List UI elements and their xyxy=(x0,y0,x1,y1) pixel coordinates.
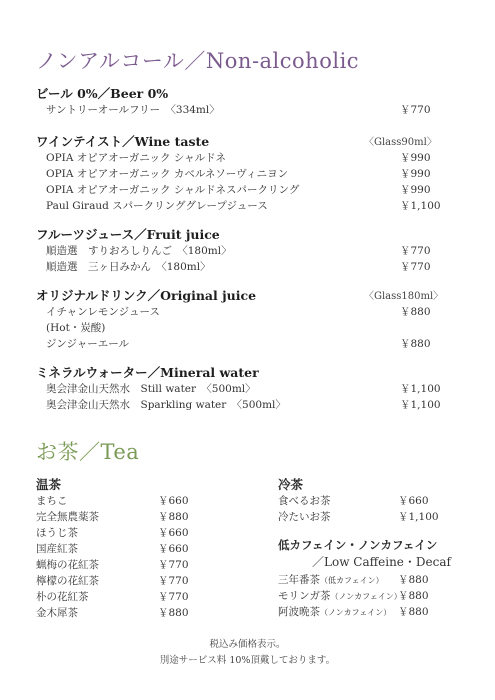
lowcaf-subheading: ／Low Caffeine・Decaf xyxy=(312,555,451,569)
wine-glass-note: 〈Glass90ml〉 xyxy=(364,137,437,148)
tea-item-price: ￥770 xyxy=(158,591,189,603)
section-title-nonalcoholic: ノンアルコール／Non-alcoholic xyxy=(36,49,360,73)
tea-item-price: ￥660 xyxy=(158,495,189,507)
menu-item-name: ジンジャーエール xyxy=(46,338,130,350)
lowcaf-heading: 低カフェイン・ノンカフェイン xyxy=(278,538,438,552)
tea-item-price: ￥880 xyxy=(158,511,189,523)
footer-tax-note: 税込み価格表示。 xyxy=(209,639,286,650)
menu-item-name: OPIA オピアオーガニック シャルドネ xyxy=(46,152,227,164)
tea-item-name: 蝋梅の花紅茶 xyxy=(36,559,99,571)
tea-item-name: 阿波晩茶 xyxy=(278,606,320,618)
menu-item-name: 奥会津金山天然水 Still water 〈500ml〉 xyxy=(46,383,256,395)
fruit-juice-heading: フルーツジュース／Fruit juice xyxy=(36,227,220,242)
tea-item-price: ￥880 xyxy=(398,590,429,602)
caffeine-tag: （ノンカフェイン） xyxy=(320,608,392,617)
tea-item-name: まちこ xyxy=(36,495,68,507)
caffeine-tag: （低カフェイン） xyxy=(320,576,384,585)
menu-item-price: ￥880 xyxy=(400,338,431,350)
tea-item-price: ￥880 xyxy=(158,607,189,619)
menu-item-price: ￥1,100 xyxy=(400,383,441,395)
tea-item-row xyxy=(278,604,391,619)
tea-item-price: ￥660 xyxy=(158,543,189,555)
tea-item-row xyxy=(278,572,384,587)
menu-item-name: OPIA オピアオーガニック カベルネソーヴィニヨン xyxy=(46,168,289,180)
tea-item-price: ￥880 xyxy=(398,606,429,618)
menu-item-name: 順造選 三ヶ日みかん 〈180ml〉 xyxy=(46,261,211,273)
menu-item-price: ￥990 xyxy=(400,168,431,180)
tea-item-name: ほうじ茶 xyxy=(36,527,78,539)
menu-item-name: 順造選 すりおろしりんご 〈180ml〉 xyxy=(46,245,232,257)
section-title-tea: お茶／Tea xyxy=(36,440,140,464)
tea-item-price: ￥660 xyxy=(158,527,189,539)
menu-item-price: ￥770 xyxy=(400,245,431,257)
tea-item-name: モリンガ茶 xyxy=(278,590,331,602)
caffeine-tag: （ノンカフェイン） xyxy=(330,592,402,601)
original-juice-heading: オリジナルドリンク／Original juice xyxy=(36,288,257,303)
original-glass-note: 〈Glass180ml〉 xyxy=(364,291,444,302)
menu-item-price: ￥770 xyxy=(400,261,431,273)
menu-item-name: イチャンレモンジュース xyxy=(46,306,160,318)
tea-item-name: 檸檬の花紅茶 xyxy=(36,575,99,587)
menu-item-name: OPIA オピアオーガニック シャルドネスパークリング xyxy=(46,184,300,196)
mineral-water-heading: ミネラルウォーター／Mineral water xyxy=(36,365,259,380)
beer-heading: ビール 0%／Beer 0% xyxy=(36,86,169,101)
menu-item-name: 奥会津金山天然水 Sparkling water 〈500ml〉 xyxy=(46,399,286,411)
menu-item-name: サントリーオールフリー 〈334ml〉 xyxy=(46,104,220,116)
menu-item-name: (Hot・炭酸) xyxy=(46,322,106,334)
hot-tea-heading: 温茶 xyxy=(36,477,62,492)
menu-item-name: Paul Giraud スパークリンググレープジュース xyxy=(46,200,268,212)
menu-item-price: ￥1,100 xyxy=(400,200,441,212)
tea-item-price: ￥770 xyxy=(158,575,189,587)
tea-item-name: 三年番茶 xyxy=(278,574,320,586)
cold-tea-heading: 冷茶 xyxy=(278,477,304,492)
tea-item-price: ￥770 xyxy=(158,559,189,571)
tea-item-price: ￥1,100 xyxy=(398,511,439,523)
menu-item-price: ￥990 xyxy=(400,152,431,164)
tea-item-name: 国産紅茶 xyxy=(36,543,78,555)
tea-item-name: 食べるお茶 xyxy=(278,495,331,507)
footer-service-note: 別途サービス料 10%頂戴しております。 xyxy=(159,655,336,666)
tea-item-name: 金木犀茶 xyxy=(36,607,78,619)
menu-item-price: ￥880 xyxy=(400,306,431,318)
tea-item-row xyxy=(278,588,402,603)
menu-item-price: ￥990 xyxy=(400,184,431,196)
tea-item-name: 冷たいお茶 xyxy=(278,511,331,523)
menu-item-price: ￥1,100 xyxy=(400,399,441,411)
wine-heading: ワインテイスト／Wine taste xyxy=(36,134,210,149)
tea-item-price: ￥880 xyxy=(398,574,429,586)
tea-item-name: 朴の花紅茶 xyxy=(36,591,89,603)
tea-item-price: ￥660 xyxy=(398,495,429,507)
tea-item-name: 完全無農薬茶 xyxy=(36,511,99,523)
menu-item-price: ￥770 xyxy=(400,104,431,116)
